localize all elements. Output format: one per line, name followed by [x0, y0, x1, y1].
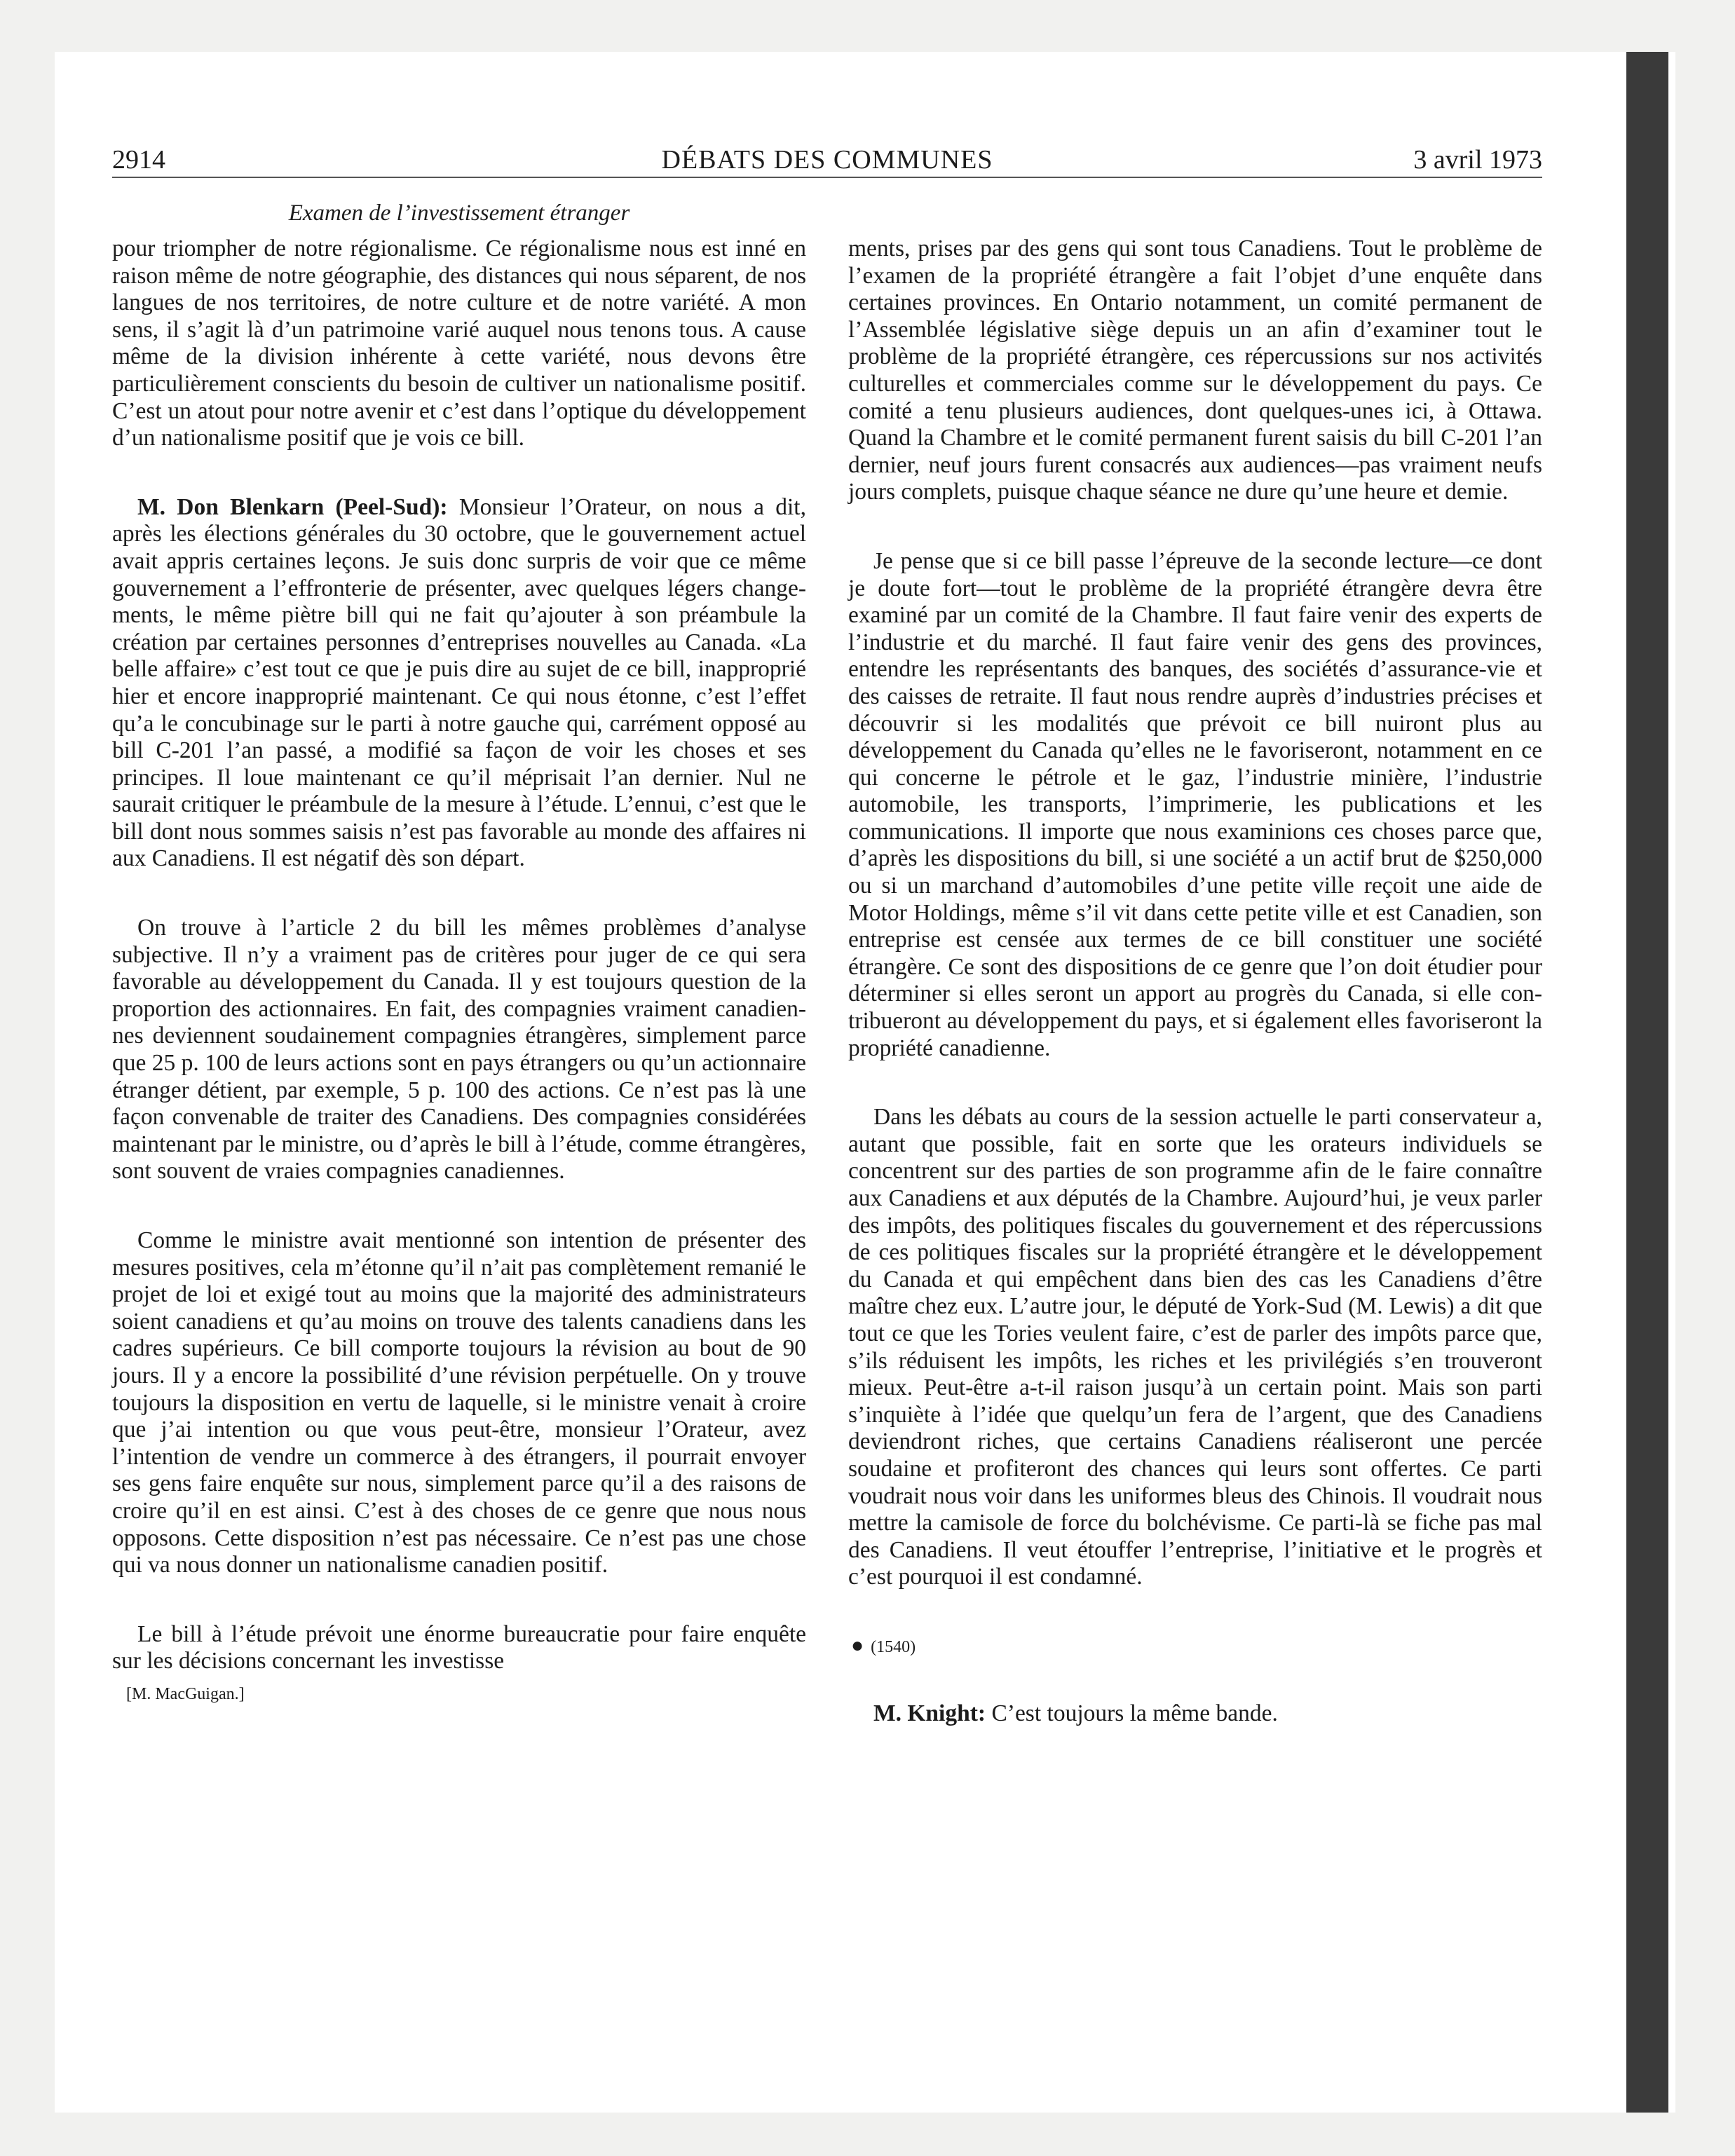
- right-column: [848, 236, 1542, 1728]
- page-number: 2914: [112, 145, 165, 175]
- speech-paragraph: [848, 1700, 1542, 1728]
- paragraph: Comme le ministre avait mentionné son intention de présenter des mesures positives, cela m’étonne qu’il n’ait pas complètement remanié le projet de loi et exigé tout au moins que la majorité des administrateurs soient canadiens et qu’au moins on trouve des talents canadiens dans les cadres supérieurs. Ce bill comporte toujours la révision au bout de 90 jours. Il y a encore la possibilité d’une révision perpétuelle. On y trouve toujours la disposition en vertu de laquelle, si le ministre venait à croire que j’ai intention ou que vous peut-être, monsieur l’Orateur, avez l’intention de vendre un commerce à des étrangers, il pourrait envoyer ses gens faire enquête sur nous, simplement parce qu’il a des raisons de croire qu’il en est ainsi. C’est à des choses de ce genre que nous nous opposons. Cette disposition n’est pas nécessaire. Ce n’est pas une chose qui va nous donner un nationalisme canadien positif.: [112, 1227, 806, 1578]
- time-marker-text: (1540): [871, 1637, 916, 1656]
- speaker-attribution: [M. MacGuigan.]: [126, 1684, 245, 1703]
- paragraph: ments, prises par des gens qui sont tous Canadiens. Tout le problème de l’examen de la propriété étrangère a fait l’objet d’une enquête dans certaines provinces. En Ontario notamment, un comité permanent de l’Assemblée législative siège depuis un an afin d’examiner tout le problème de la propriété étrangère, ces répercussions sur nos activités culturelles et commerciales comme sur le développement du pays. Ce comité a tenu plusieurs audiences, dont quelques-unes ici, à Ottawa. Quand la Chambre et le comité permanent furent saisis du bill C-201 l’an dernier, neuf jours furent consacrés aux audiences—pas vraiment neufs jours complets, puisque chaque séance ne dure qu’une heure et demie.: [848, 236, 1542, 505]
- speaker-name: M. Don Blenkarn (Peel-Sud):: [137, 493, 448, 520]
- time-marker: [851, 1635, 1542, 1658]
- speech-paragraph: [112, 494, 806, 873]
- publication-title: DÉBATS DES COMMUNES: [661, 145, 993, 175]
- speech-text: C’est toujours la même bande.: [986, 1700, 1278, 1726]
- bullet-dot-icon: ●: [851, 1633, 864, 1657]
- paragraph: On trouve à l’article 2 du bill les mêmes problèmes d’analyse subjective. Il n’y a vraiment pas de critères pour juger de ce qui sera favorable au développement du Canada. Il y est toujours question de la proportion des actionnaires. En fait, des compagnies vraiment canadiennes deviennent soudainement compagnies étrangères, simplement parce que 25 p. 100 de leurs actions sont en pays étrangers ou qu’un actionnaire étranger détient, par exemple, 5 p. 100 des actions. Ce n’est pas là une façon convenable de traiter des Canadiens. Des compagnies considérées maintenant par le ministre, ou d’après le bill à l’étude, comme étrangères, sont souvent de vraies compagnies canadiennes.: [112, 915, 806, 1185]
- speaker-name: M. Knight:: [873, 1700, 986, 1726]
- running-head: [112, 143, 1542, 178]
- section-subject: Examen de l’investissement étranger: [288, 200, 630, 226]
- paragraph: Le bill à l’étude prévoit une énorme bureaucratie pour faire enquête sur les décisions concernant les investisse: [112, 1621, 806, 1674]
- paragraph: Je pense que si ce bill passe l’épreuve de la seconde lecture—ce dont je doute fort—tout le problème de la propriété étrangère devra être examiné par un comité de la Chambre. Il faut faire venir des experts de l’industrie et du marché. Il faut faire venir des gens des provinces, entendre les représentants des banques, des sociétés d’assurance-vie et des caisses de retraite. Il faut nous rendre auprès d’industries précises et découvrir si les modalités que prévoit ce bill nuiront plus au développement du Canada qu’elles ne le favoriseront, notamment en ce qui concerne le pétrole et le gaz, l’industrie minière, l’industrie automobile, les transports, l’imprimerie, les publications et les communications. Il importe que nous examinions ces choses parce que, d’après les dispositions du bill, si une société a un actif brut de $250,000 ou si un marchand d’automobiles d’une petite ville reçoit une aide de Motor Holdings, même s’il vit dans cette petite ville et est Canadien, son entreprise est censée aux termes de ce bill constituer une société étrangère. Ce sont des dispositions de ce genre que l’on doit étudier pour déterminer si elles seront un apport au progrès du Canada, si elle contribueront au développement du pays, et si également elles favoriseront la propriété canadienne.: [848, 547, 1542, 1061]
- paragraph: pour triompher de notre régionalisme. Ce régionalisme nous est inné en raison même de notre géographie, des distances qui nous séparent, de nos langues de nos territoires, de notre culture et de notre variété. A mon sens, il s’agit là d’un patrimoine varié auquel nous tenons tous. A cause même de la division inhérente à cette variété, nous devons être particulièrement conscients du besoin de cultiver un nationalisme positif. C’est un atout pour notre avenir et c’est dans l’optique du développement d’un nationalisme positif que je vois ce bill.: [112, 236, 806, 451]
- scan-binding-edge: [1626, 52, 1668, 2113]
- paragraph: Dans les débats au cours de la session actuelle le parti conservateur a, autant que possible, fait en sorte que les orateurs individuels se concentrent sur des parties de son programme afin de le faire connaître aux Canadiens et aux députés de la Chambre. Aujourd’hui, je veux parler des impôts, des politiques fiscales du gouvernement et des répercussions de ces politiques fiscales sur la propriété étrangère et le développement du Canada et qui empêchent dans bien des cas les Canadiens d’être maître chez eux. L’autre jour, le député de York-Sud (M. Lewis) a dit que tout ce que les Tories veulent faire, c’est de parler des impôts parce que, s’ils réduisent les impôts, les riches et les privilégiés s’en trouveront mieux. Peut-être a-t-il raison jusqu’à un certain point. Mais son parti s’inquiète à l’idée que quelqu’un fera de l’argent, que des Canadiens deviendront riches, que certains Canadiens réaliseront une percée soudaine et profiteront des chances qui leurs sont offertes. Ce parti voudrait nous voir dans les uniformes bleus des Chinois. Il voudrait nous mettre la camisole de force du bolchévisme. Ce parti-là se fiche pas mal des Canadiens. Il veut étouffer l’entreprise, l’initiative et le progrès et c’est pourquoi il est condamné.: [848, 1104, 1542, 1590]
- left-column: [112, 236, 806, 1705]
- issue-date: 3 avril 1973: [1413, 145, 1542, 175]
- speech-text: Monsieur l’Orateur, on nous a dit, après les élections générales du 30 octobre, que le gouvernement actuel avait appris certaines leçons. Je suis donc surpris de voir que ce même gouvernement a l’effronterie de présenter, avec quelques légers changements, le même piètre bill qui ne fait qu’ajouter à son préambule la création par certaines personnes d’entreprises nouvelles au Canada. «La belle affaire» c’est tout ce que je puis dire au sujet de ce bill, inapproprié hier et encore inapproprié maintenant. Ce qui nous étonne, c’est l’effet qu’a le concubinage sur le parti à notre gauche qui, carrément opposé au bill C-201 l’an passé, a modifié sa façon de voir les choses et ses principes. Il loue maintenant ce qu’il méprisait l’an dernier. Nul ne saurait critiquer le préambule de la mesure à l’étude. L’ennui, c’est que le bill dont nous sommes saisis n’est pas favorable au monde des affaires ni aux Canadiens. Il est négatif dès son départ.: [112, 493, 806, 872]
